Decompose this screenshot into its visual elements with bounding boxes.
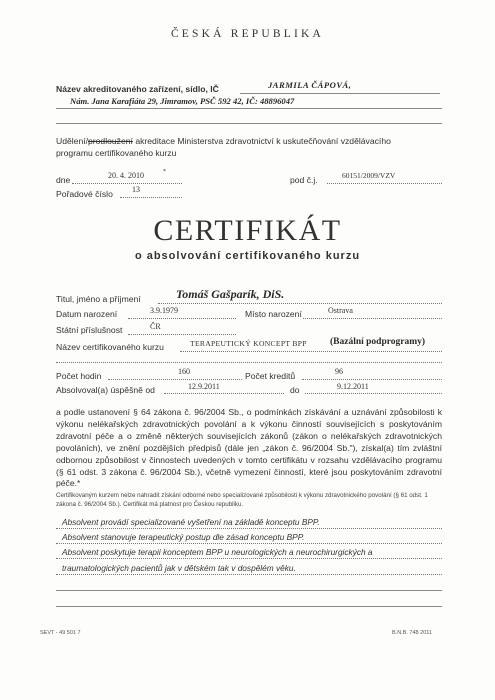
legal-paragraph: a podle ustanovení § 64 zákona č. 96/2004 Sb., o podmínkách získávání a uznávání způsobilosti k výkonu nelékařských zdravotnických povolání a k výkonu činností souvisejících s poskytováním zdravotní péče a o změně některých souvisejících zákonů (zákon o nelékařských zdravotnických povoláních), ve znění pozdějších předpisů (dále jen „zákon č. 96/2004 Sb."), získal(a) tím zvláštní odbornou způsobilost v činnostech uvedených v tomto certifikátu v rozsahu vzdělávacího programu (§ 61 odst. 3 zákona č. 96/2004 Sb.), včetně vymezení činností, které jsou poskytováním zdravotní péče.* bbox=[56, 407, 442, 489]
name-label: Titul, jméno a příjmení bbox=[56, 294, 141, 304]
course-label: Název certifikovaného kurzu bbox=[56, 342, 164, 352]
facility-address: Nám. Jana Karafiáta 29, Jimramov, PSČ 592 42, IČ: 48896047 bbox=[70, 96, 295, 106]
name-underline bbox=[158, 303, 442, 304]
place-value: Ostrava bbox=[328, 306, 353, 315]
hours-underline bbox=[108, 379, 242, 380]
birth-value: 3.9.1979 bbox=[150, 306, 178, 315]
place-underline bbox=[303, 318, 442, 319]
competency-line-3 bbox=[56, 558, 442, 559]
hours-value: 160 bbox=[178, 367, 190, 376]
footnote-text: Certifikovaným kurzem nelze nahradit získání odborné nebo specializované způsobilosti k výkonu zdravotnického povolání (§ 61 odst. 1 zákona č. 96/2004 Sb.). Certifikát má platnost pro Českou republiku. bbox=[56, 492, 428, 508]
birth-label: Datum narození bbox=[56, 309, 118, 319]
address-underline bbox=[56, 108, 442, 109]
to-label: do bbox=[290, 385, 300, 395]
cj-value: 60151/2009/VZV bbox=[342, 171, 396, 180]
order-value: 13 bbox=[132, 185, 140, 194]
dne-value: 20. 4. 2010 bbox=[108, 171, 144, 180]
accreditation-suffix: akreditace Ministerstva zdravotnictví k uskutečňování vzdělávacího bbox=[132, 136, 391, 146]
birth-underline bbox=[128, 318, 236, 319]
accreditation-text bbox=[56, 136, 391, 146]
dne-label: dne bbox=[56, 175, 71, 185]
facility-underline bbox=[240, 93, 440, 94]
blank-line-6 bbox=[56, 606, 442, 607]
credits-underline bbox=[302, 379, 442, 380]
citizenship-underline bbox=[128, 334, 236, 335]
course-underline bbox=[180, 351, 442, 352]
competency-4: traumatologických pacientů jak v dětském tak v dospělém věku. bbox=[62, 563, 296, 573]
competency-2: Absolvent stanovuje terapeutický postup dle zásad konceptu BPP. bbox=[62, 532, 305, 542]
dne-underline bbox=[72, 183, 182, 184]
place-label: Místo narození bbox=[245, 309, 302, 319]
cj-label: pod č.j. bbox=[290, 175, 318, 185]
facility-name: JARMILA ČÁPOVÁ, bbox=[268, 80, 352, 90]
accreditation-prefix: Udělení/ bbox=[56, 136, 89, 146]
order-label: Pořadové číslo bbox=[56, 189, 113, 199]
credits-value: 96 bbox=[335, 367, 343, 376]
accreditation-line2: programu certifikovaného kurzu bbox=[56, 148, 177, 158]
certificate-title: CERTIFIKÁT bbox=[153, 214, 342, 247]
certificate-subtitle: o absolvování certifikovaného kurzu bbox=[134, 250, 361, 262]
from-label: Absolvoval(a) úspěšně od bbox=[56, 385, 155, 395]
cj-underline bbox=[327, 183, 442, 184]
competency-3: Absolvent poskytuje terapii konceptem BPP u neurologických a neurochirurgických a bbox=[62, 547, 373, 557]
accreditation-struck: prodloužení bbox=[88, 136, 133, 146]
footer-right-code: B.N.B. 748 2011 bbox=[392, 630, 432, 636]
competency-line-2 bbox=[56, 543, 442, 544]
from-underline bbox=[164, 393, 284, 394]
course-extra: (Bazální podprogramy) bbox=[330, 337, 426, 347]
blank-line bbox=[56, 123, 442, 124]
footer-left-code: SEVT - 49 501 7 bbox=[40, 630, 81, 636]
hours-label: Počet hodin bbox=[56, 371, 102, 381]
order-underline bbox=[120, 197, 182, 198]
blank-line-5 bbox=[56, 590, 442, 591]
from-value: 12.9.2011 bbox=[188, 382, 220, 391]
competency-1: Absolvent provádí specializované vyšetření na základě konceptu BPP. bbox=[62, 517, 320, 527]
course-underline-2 bbox=[56, 362, 442, 363]
course-value: TERAPEUTICKÝ KONCEPT BPP bbox=[190, 339, 307, 348]
facility-label: Název akreditovaného zařízení, sídlo, IČ bbox=[56, 84, 219, 94]
credits-label: Počet kreditů bbox=[245, 371, 296, 381]
competency-line-1 bbox=[56, 528, 442, 529]
dne-mark: * bbox=[163, 169, 166, 175]
name-value: Tomáš Gašparík, DiS. bbox=[176, 287, 285, 301]
to-value: 9.12.2011 bbox=[337, 382, 369, 391]
to-underline bbox=[305, 393, 442, 394]
country-header: ČESKÁ REPUBLIKA bbox=[170, 28, 325, 40]
citizenship-label: Státní příslušnost bbox=[56, 325, 123, 335]
citizenship-value: ČR bbox=[150, 322, 161, 331]
competency-line-4 bbox=[56, 574, 442, 575]
